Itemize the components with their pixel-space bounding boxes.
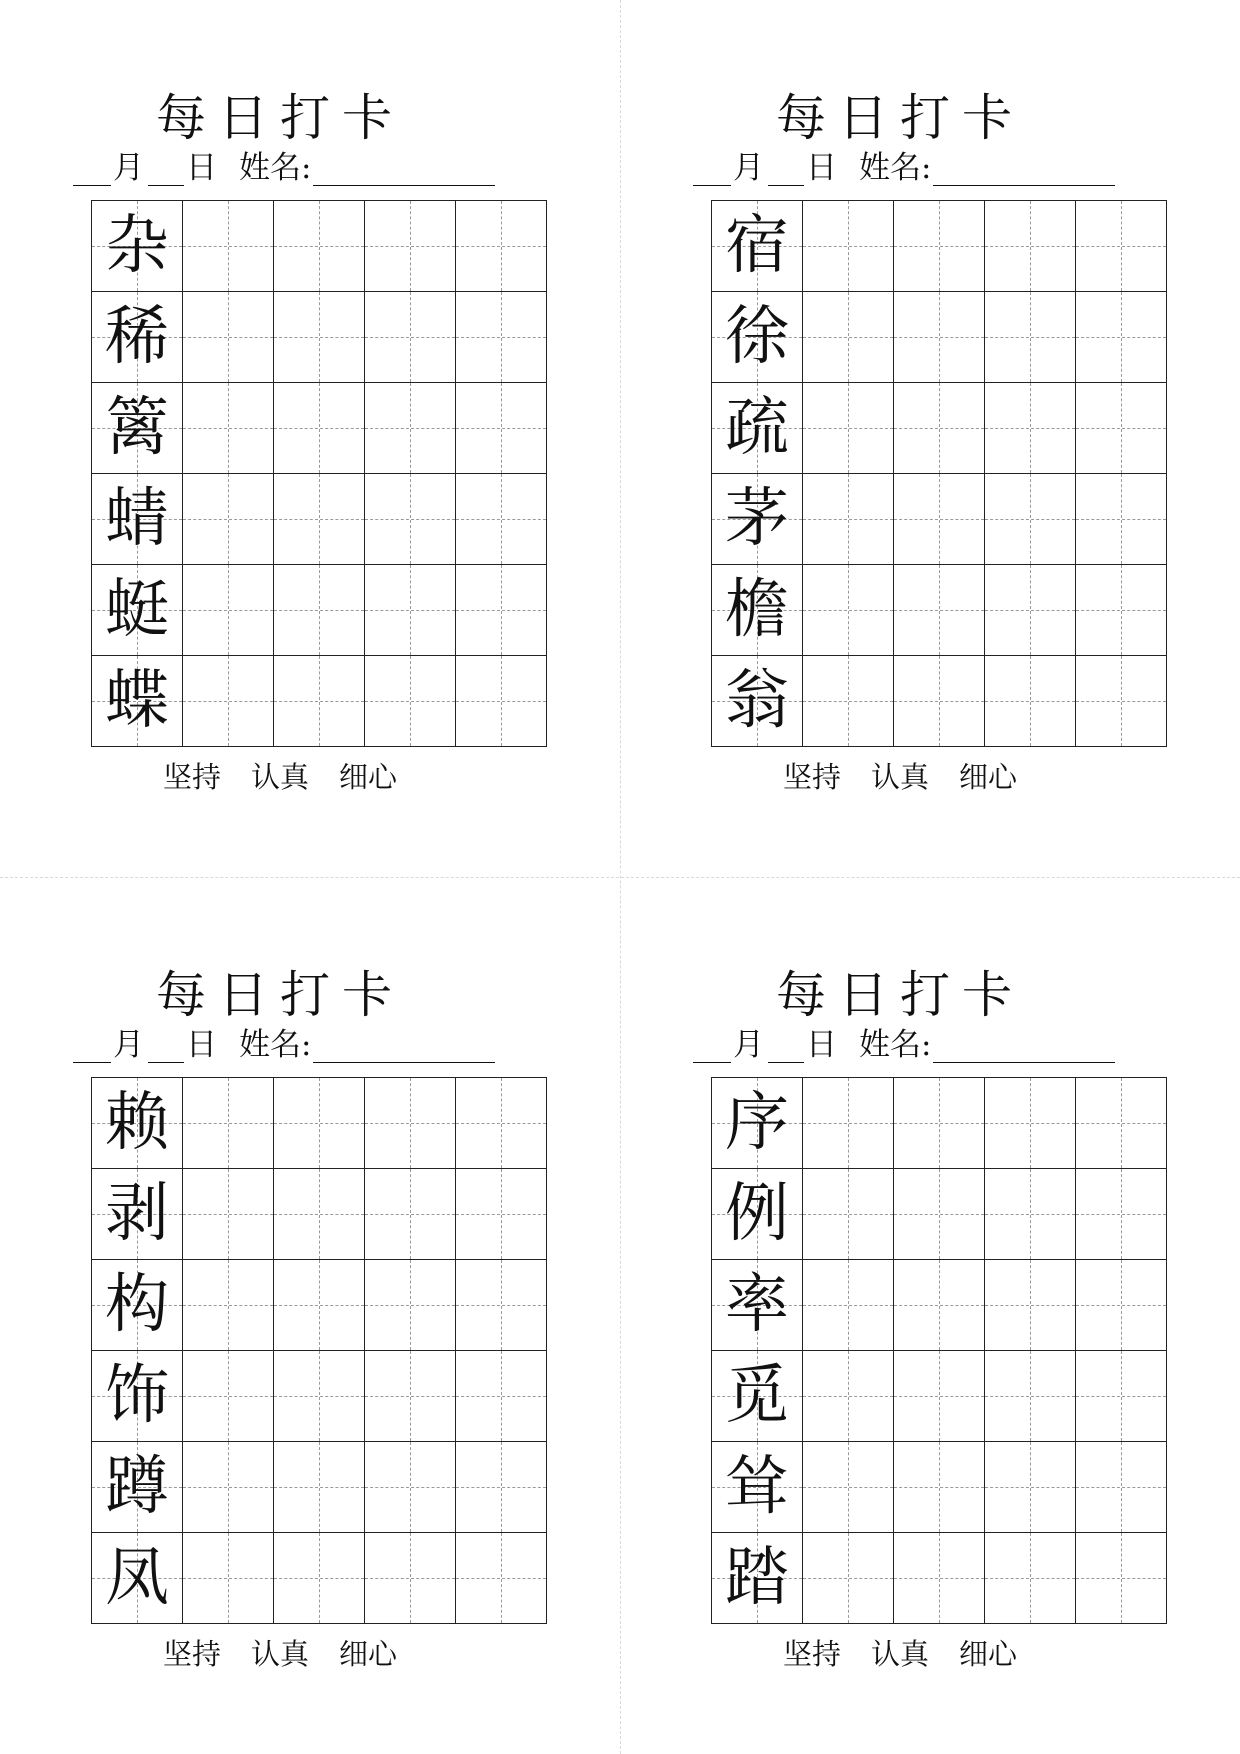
- motto-line: [10, 1637, 550, 1671]
- writing-grid: [91, 200, 547, 747]
- model-character: 饰: [105, 1359, 169, 1433]
- model-character: 疏: [725, 391, 789, 465]
- model-character: 茅: [725, 482, 789, 556]
- model-character-cell: [91, 291, 182, 382]
- practice-cell[interactable]: [273, 382, 364, 473]
- practice-cell[interactable]: [455, 564, 546, 655]
- practice-cell[interactable]: [455, 1350, 546, 1441]
- practice-cell[interactable]: [1075, 473, 1166, 564]
- practice-cell[interactable]: [364, 200, 455, 291]
- month-label: 月: [733, 1027, 764, 1063]
- model-character: 蝶: [105, 664, 169, 738]
- motto-earnest: 认真: [870, 1637, 929, 1671]
- model-character: 翁: [725, 664, 789, 738]
- practice-cell[interactable]: [1075, 291, 1166, 382]
- practice-cell[interactable]: [802, 473, 893, 564]
- practice-cell[interactable]: [273, 1532, 364, 1623]
- practice-cell[interactable]: [273, 200, 364, 291]
- name-label: 姓名:: [859, 150, 932, 186]
- practice-cell[interactable]: [1075, 200, 1166, 291]
- practice-cell[interactable]: [455, 1168, 546, 1259]
- practice-cell[interactable]: [455, 200, 546, 291]
- practice-cell[interactable]: [364, 564, 455, 655]
- practice-cell[interactable]: [364, 1077, 455, 1168]
- motto-persevere: 坚持: [162, 760, 221, 794]
- date-name-line: [73, 1027, 495, 1063]
- month-label: 月: [113, 1027, 144, 1063]
- motto-careful: 细心: [339, 1637, 398, 1671]
- practice-cell[interactable]: [984, 1168, 1075, 1259]
- practice-cell[interactable]: [802, 1259, 893, 1350]
- practice-cell[interactable]: [893, 200, 984, 291]
- model-character-cell: [711, 382, 802, 473]
- checkin-card-3: [10, 877, 550, 1671]
- practice-cell[interactable]: [182, 1168, 273, 1259]
- month-blank[interactable]: [73, 155, 111, 186]
- name-blank[interactable]: [933, 1032, 1115, 1063]
- practice-cell[interactable]: [182, 473, 273, 564]
- practice-cell[interactable]: [273, 1350, 364, 1441]
- practice-cell[interactable]: [182, 1259, 273, 1350]
- practice-cell[interactable]: [1075, 1259, 1166, 1350]
- practice-cell[interactable]: [893, 1077, 984, 1168]
- practice-cell[interactable]: [273, 1168, 364, 1259]
- day-label: 日: [806, 1027, 837, 1063]
- practice-cell[interactable]: [893, 382, 984, 473]
- practice-cell[interactable]: [1075, 1168, 1166, 1259]
- practice-cell[interactable]: [802, 1077, 893, 1168]
- model-character: 觅: [725, 1359, 789, 1433]
- practice-cell[interactable]: [364, 1350, 455, 1441]
- model-character: 凤: [105, 1541, 169, 1615]
- practice-cell[interactable]: [182, 291, 273, 382]
- practice-cell[interactable]: [893, 564, 984, 655]
- name-blank[interactable]: [313, 155, 495, 186]
- card-title: 每日打卡: [776, 89, 1024, 147]
- model-character-cell: [91, 382, 182, 473]
- model-character-cell: [91, 655, 182, 746]
- practice-cell[interactable]: [1075, 655, 1166, 746]
- model-character-cell: [91, 1077, 182, 1168]
- model-character-cell: [91, 564, 182, 655]
- checkin-card-1: [10, 0, 550, 794]
- model-character-cell: [91, 1532, 182, 1623]
- practice-cell[interactable]: [984, 1350, 1075, 1441]
- model-character-cell: [91, 1441, 182, 1532]
- checkin-card-2: [630, 0, 1170, 794]
- practice-cell[interactable]: [893, 473, 984, 564]
- practice-cell[interactable]: [802, 1168, 893, 1259]
- practice-cell[interactable]: [802, 1350, 893, 1441]
- practice-cell[interactable]: [984, 473, 1075, 564]
- practice-cell[interactable]: [1075, 1441, 1166, 1532]
- month-blank[interactable]: [73, 1032, 111, 1063]
- practice-cell[interactable]: [364, 1168, 455, 1259]
- motto-earnest: 认真: [870, 760, 929, 794]
- motto-careful: 细心: [339, 760, 398, 794]
- motto-line: [630, 760, 1170, 794]
- date-name-line: [693, 1027, 1115, 1063]
- practice-cell[interactable]: [182, 655, 273, 746]
- checkin-card-4: [630, 877, 1170, 1671]
- practice-cell[interactable]: [455, 382, 546, 473]
- month-label: 月: [733, 150, 764, 186]
- model-character-cell: [711, 291, 802, 382]
- day-blank[interactable]: [768, 1032, 804, 1063]
- practice-cell[interactable]: [984, 1532, 1075, 1623]
- writing-grid: [711, 200, 1167, 747]
- practice-cell[interactable]: [182, 200, 273, 291]
- date-name-line: [73, 150, 495, 186]
- practice-cell[interactable]: [455, 291, 546, 382]
- practice-cell[interactable]: [893, 291, 984, 382]
- practice-cell[interactable]: [1075, 1350, 1166, 1441]
- date-name-line: [693, 150, 1115, 186]
- practice-cell[interactable]: [802, 564, 893, 655]
- month-label: 月: [113, 150, 144, 186]
- day-label: 日: [186, 1027, 217, 1063]
- practice-cell[interactable]: [455, 1532, 546, 1623]
- model-character: 稀: [105, 300, 169, 374]
- model-character: 序: [725, 1086, 789, 1160]
- practice-cell[interactable]: [984, 564, 1075, 655]
- practice-cell[interactable]: [984, 1441, 1075, 1532]
- model-character: 徐: [725, 300, 789, 374]
- practice-cell[interactable]: [182, 1441, 273, 1532]
- practice-cell[interactable]: [364, 655, 455, 746]
- motto-careful: 细心: [959, 760, 1018, 794]
- model-character-cell: [711, 1077, 802, 1168]
- practice-cell[interactable]: [893, 655, 984, 746]
- model-character: 构: [105, 1268, 169, 1342]
- practice-cell[interactable]: [455, 655, 546, 746]
- model-character: 篱: [105, 391, 169, 465]
- practice-cell[interactable]: [182, 1350, 273, 1441]
- practice-cell[interactable]: [273, 655, 364, 746]
- model-character-cell: [711, 1168, 802, 1259]
- practice-cell[interactable]: [893, 1532, 984, 1623]
- practice-cell[interactable]: [455, 1259, 546, 1350]
- practice-cell[interactable]: [273, 1077, 364, 1168]
- month-blank[interactable]: [693, 155, 731, 186]
- model-character: 例: [725, 1177, 789, 1251]
- model-character: 赖: [105, 1086, 169, 1160]
- practice-cell[interactable]: [182, 564, 273, 655]
- day-label: 日: [186, 150, 217, 186]
- model-character-cell: [711, 564, 802, 655]
- practice-cell[interactable]: [1075, 1077, 1166, 1168]
- model-character-cell: [711, 200, 802, 291]
- model-character-cell: [91, 1168, 182, 1259]
- model-character: 蜓: [105, 573, 169, 647]
- model-character: 檐: [725, 573, 789, 647]
- model-character-cell: [711, 1441, 802, 1532]
- model-character: 宿: [725, 209, 789, 283]
- practice-cell[interactable]: [182, 382, 273, 473]
- practice-cell[interactable]: [1075, 1532, 1166, 1623]
- practice-cell[interactable]: [893, 1259, 984, 1350]
- practice-cell[interactable]: [273, 473, 364, 564]
- model-character: 杂: [105, 209, 169, 283]
- practice-cell[interactable]: [802, 655, 893, 746]
- model-character: 蹲: [105, 1450, 169, 1524]
- practice-cell[interactable]: [182, 1077, 273, 1168]
- model-character: 蜻: [105, 482, 169, 556]
- practice-cell[interactable]: [1075, 382, 1166, 473]
- name-label: 姓名:: [239, 1027, 312, 1063]
- motto-persevere: 坚持: [162, 1637, 221, 1671]
- name-label: 姓名:: [239, 150, 312, 186]
- model-character-cell: [711, 655, 802, 746]
- practice-cell[interactable]: [984, 655, 1075, 746]
- motto-careful: 细心: [959, 1637, 1018, 1671]
- practice-cell[interactable]: [893, 1168, 984, 1259]
- practice-cell[interactable]: [273, 1259, 364, 1350]
- practice-cell[interactable]: [364, 1532, 455, 1623]
- model-character-cell: [91, 1259, 182, 1350]
- model-character-cell: [711, 473, 802, 564]
- practice-cell[interactable]: [984, 1077, 1075, 1168]
- practice-cell[interactable]: [364, 1259, 455, 1350]
- practice-cell[interactable]: [893, 1350, 984, 1441]
- practice-cell[interactable]: [984, 1259, 1075, 1350]
- model-character-cell: [91, 200, 182, 291]
- practice-cell[interactable]: [364, 473, 455, 564]
- practice-cell[interactable]: [455, 473, 546, 564]
- month-blank[interactable]: [693, 1032, 731, 1063]
- practice-cell[interactable]: [802, 1532, 893, 1623]
- model-character: 踏: [725, 1541, 789, 1615]
- writing-grid: [91, 1077, 547, 1624]
- practice-cell[interactable]: [364, 1441, 455, 1532]
- day-blank[interactable]: [148, 155, 184, 186]
- practice-cell[interactable]: [273, 564, 364, 655]
- model-character-cell: [711, 1532, 802, 1623]
- model-character-cell: [711, 1350, 802, 1441]
- card-title: 每日打卡: [156, 89, 404, 147]
- name-blank[interactable]: [313, 1032, 495, 1063]
- card-title: 每日打卡: [776, 966, 1024, 1024]
- practice-cell[interactable]: [984, 382, 1075, 473]
- practice-cell[interactable]: [273, 1441, 364, 1532]
- day-blank[interactable]: [768, 155, 804, 186]
- motto-earnest: 认真: [250, 760, 309, 794]
- practice-cell[interactable]: [802, 1441, 893, 1532]
- motto-persevere: 坚持: [782, 1637, 841, 1671]
- name-blank[interactable]: [933, 155, 1115, 186]
- motto-earnest: 认真: [250, 1637, 309, 1671]
- practice-cell[interactable]: [455, 1077, 546, 1168]
- practice-cell[interactable]: [802, 291, 893, 382]
- name-label: 姓名:: [859, 1027, 932, 1063]
- practice-cell[interactable]: [455, 1441, 546, 1532]
- motto-persevere: 坚持: [782, 760, 841, 794]
- motto-line: [10, 760, 550, 794]
- practice-cell[interactable]: [364, 291, 455, 382]
- practice-cell[interactable]: [273, 291, 364, 382]
- practice-cell[interactable]: [802, 382, 893, 473]
- writing-grid: [711, 1077, 1167, 1624]
- model-character-cell: [91, 1350, 182, 1441]
- practice-cell[interactable]: [364, 382, 455, 473]
- practice-cell[interactable]: [182, 1532, 273, 1623]
- practice-cell[interactable]: [893, 1441, 984, 1532]
- practice-cell[interactable]: [984, 200, 1075, 291]
- motto-line: [630, 1637, 1170, 1671]
- model-character: 剥: [105, 1177, 169, 1251]
- practice-cell[interactable]: [802, 200, 893, 291]
- practice-cell[interactable]: [1075, 564, 1166, 655]
- model-character: 耸: [725, 1450, 789, 1524]
- model-character-cell: [711, 1259, 802, 1350]
- model-character-cell: [91, 473, 182, 564]
- day-label: 日: [806, 150, 837, 186]
- day-blank[interactable]: [148, 1032, 184, 1063]
- practice-cell[interactable]: [984, 291, 1075, 382]
- model-character: 率: [725, 1268, 789, 1342]
- card-title: 每日打卡: [156, 966, 404, 1024]
